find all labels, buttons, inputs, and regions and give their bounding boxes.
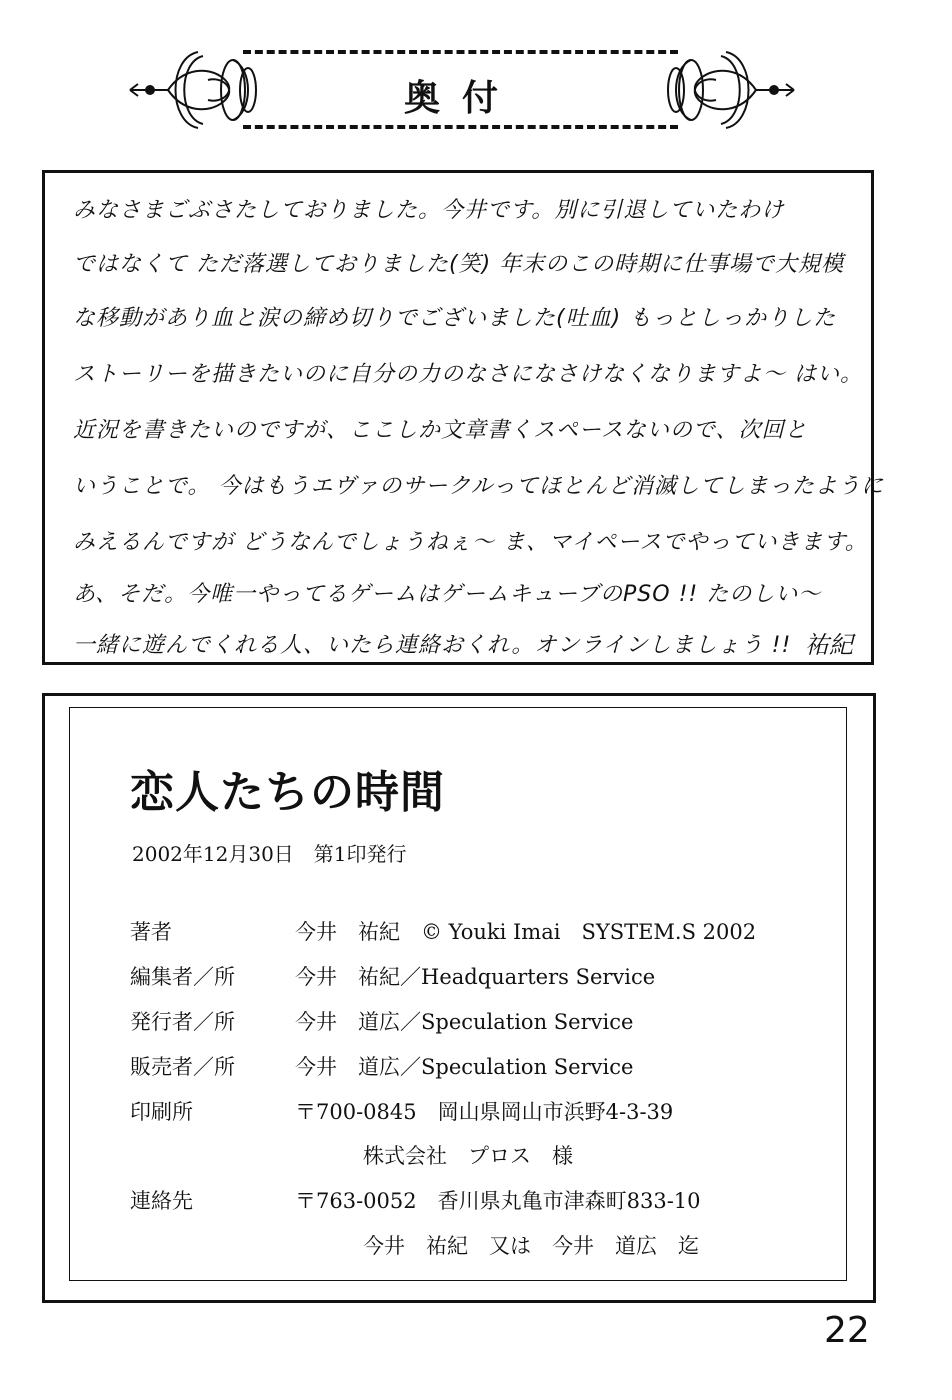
row-value: 今井 祐紀 又は 今井 道広 迄: [363, 1234, 699, 1258]
row-label: 印刷所: [130, 1100, 193, 1124]
message-line: 一緒に遊んでくれる人、いたら連絡おくれ。オンラインしましょう !!: [73, 633, 792, 658]
row-value: 〒763-0052 香川県丸亀市津森町833-10: [295, 1189, 701, 1213]
row-value: 株式会社 プロス 様: [363, 1144, 573, 1168]
header-dashed-rule-top: [243, 50, 678, 54]
message-line: みえるんですが どうなんでしょうねぇ〜 ま、マイペースでやっていきます。: [73, 530, 868, 555]
header-dashed-rule-bottom: [243, 125, 678, 129]
row-label: 著者: [130, 920, 172, 944]
message-line: 近況を書きたいのですが、ここしか文章書くスペースないので、次回と: [73, 418, 808, 443]
right-flourish-icon: [656, 48, 796, 132]
message-line: あ、そだ。今唯一やってるゲームはゲームキューブのPSO !! たのしい〜: [73, 582, 822, 607]
row-label: 販売者／所: [130, 1055, 235, 1079]
message-line: みなさまごぶさたしておりました。今井です。別に引退していたわけ: [73, 198, 785, 223]
author-message-box: [42, 170, 885, 665]
row-label: 連絡先: [130, 1189, 193, 1213]
message-line: ではなくて ただ落選しておりました(笑) 年末のこの時期に仕事場で大規模: [73, 252, 845, 277]
colophon-inner-frame: [69, 707, 847, 1281]
row-value: 今井 祐紀 © Youki Imai SYSTEM.S 2002: [295, 920, 757, 944]
book-title: 恋人たちの時間: [130, 767, 445, 818]
row-value: 今井 道広／Speculation Service: [295, 1010, 634, 1034]
colophon-header: [128, 40, 796, 140]
message-line: ストーリーを描きたいのに自分の力のなさになさけなくなりますよ〜 はい。: [73, 362, 863, 387]
message-line: いうことで。 今はもうエヴァのサークルってほとんど消滅してしまったように: [73, 474, 885, 499]
page-number: 22: [824, 1310, 870, 1351]
row-label: 編集者／所: [130, 965, 235, 989]
row-value: 〒700-0845 岡山県岡山市浜野4-3-39: [295, 1100, 674, 1124]
row-value: 今井 祐紀／Headquarters Service: [295, 965, 656, 989]
author-signature: 祐紀: [805, 631, 853, 659]
colophon-box: [42, 693, 876, 1303]
header-title: 奥付: [403, 77, 520, 119]
row-value: 今井 道広／Speculation Service: [295, 1055, 634, 1079]
publication-date: 2002年12月30日 第1印発行: [132, 842, 407, 866]
row-label: 発行者／所: [130, 1010, 235, 1034]
message-line: な移動があり血と涙の締め切りでございました(吐血) もっとしっかりした: [73, 306, 837, 331]
